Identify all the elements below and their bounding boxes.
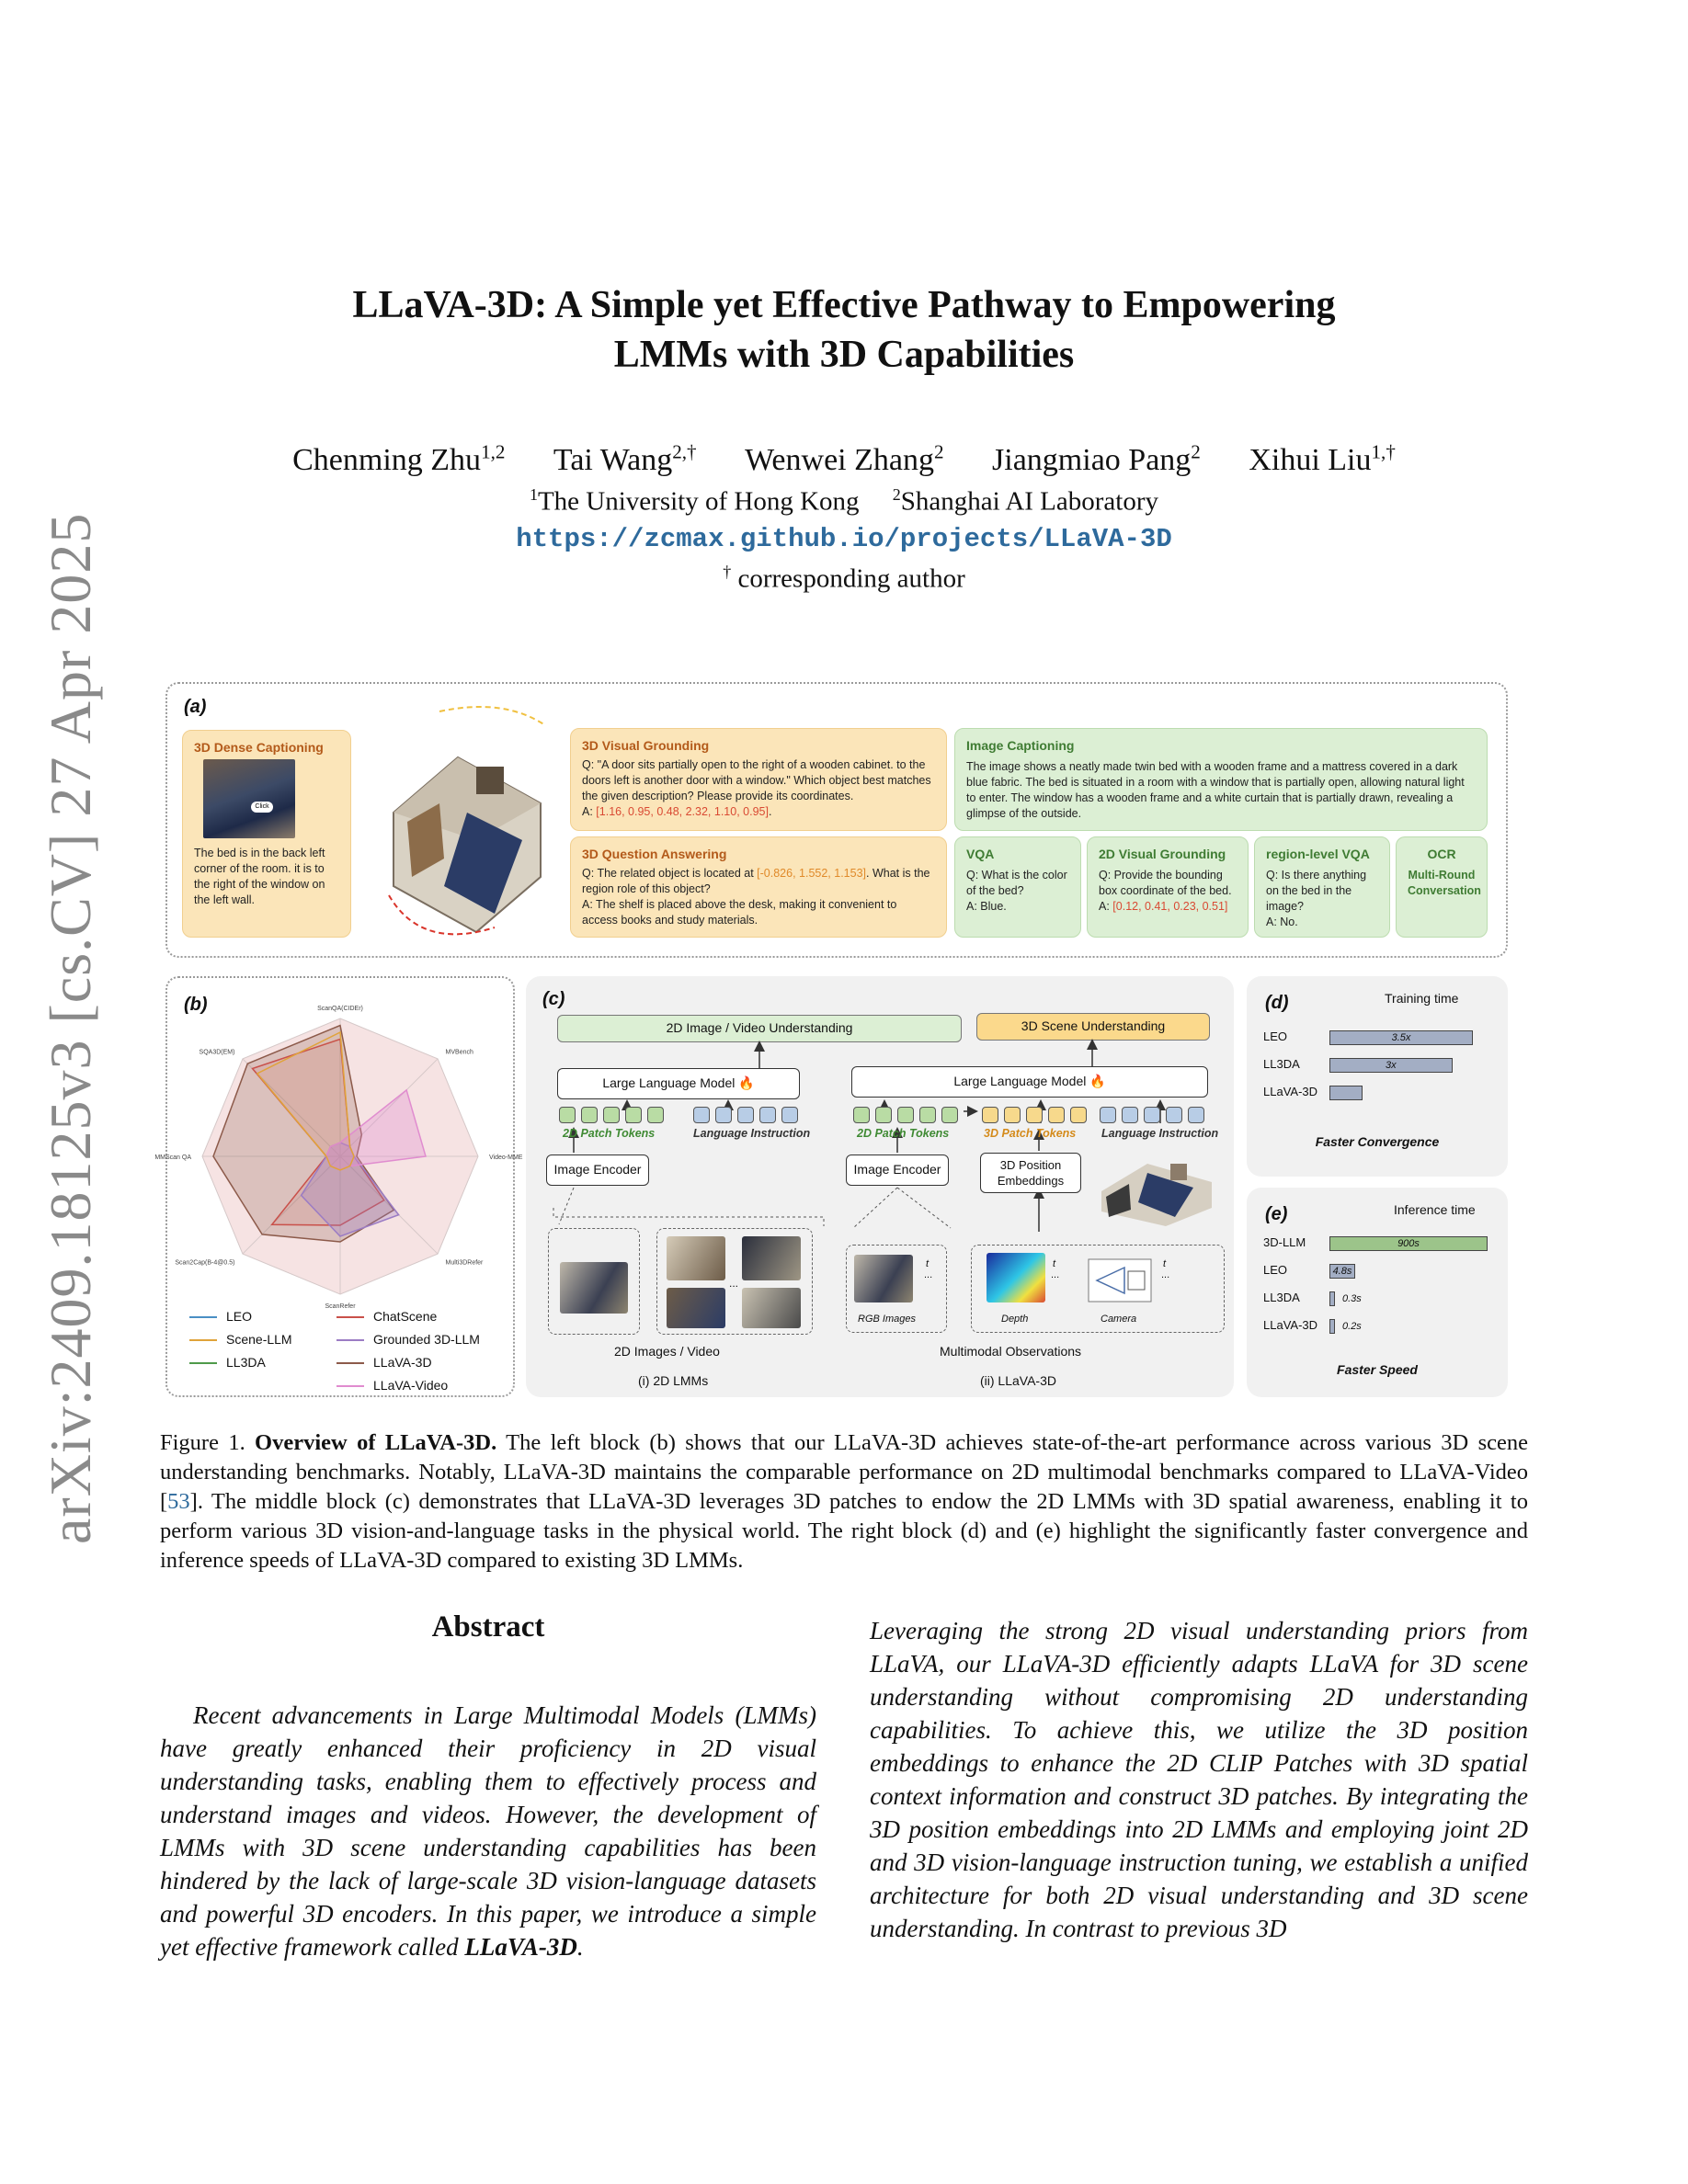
radar-axis-label: MMScan QA: [154, 1155, 191, 1161]
legend-swatch: [189, 1362, 217, 1364]
language-token: [759, 1107, 776, 1123]
2d-patch-token: [853, 1107, 870, 1123]
radar-axis-label: ScanQA(CIDEr): [317, 1006, 363, 1012]
figure-panel-a: [165, 682, 1508, 958]
bar: [1329, 1291, 1335, 1306]
arxiv-identifier: arXiv:2409.18125v3 [cs.CV] 27 Apr 2025: [38, 512, 103, 1544]
bar-category-label: LLaVA-3D: [1263, 1085, 1318, 1098]
legend-swatch: [336, 1316, 364, 1318]
llm-box-2d: Large Language Model 🔥: [557, 1068, 800, 1099]
legend-label: LL3DA: [226, 1355, 266, 1370]
figure-panel-d: [1247, 976, 1508, 1177]
3d-patch-tokens-label: 3D Patch Tokens: [984, 1127, 1077, 1140]
legend-item: [336, 1351, 511, 1374]
2d-understanding-box: 2D Image / Video Understanding: [557, 1015, 962, 1042]
language-token: [1144, 1107, 1160, 1123]
legend-swatch: [189, 1339, 217, 1341]
radar-axis-label: ScanRefer: [325, 1303, 356, 1310]
legend-item: [336, 1374, 511, 1397]
bar-value-label: 3.5x: [1391, 1032, 1411, 1043]
2d-patch-tokens-label: 2D Patch Tokens: [563, 1127, 656, 1140]
2d-patch-token: [559, 1107, 576, 1123]
3d-understanding-box: 3D Scene Understanding: [976, 1013, 1210, 1041]
input-2d-label: 2D Images / Video: [614, 1344, 720, 1359]
author: Wenwei Zhang$^2$: [745, 441, 944, 478]
title-line-1: LLaVA-3D: A Simple yet Effective Pathway to Empowering: [352, 284, 1336, 326]
2d-patch-token: [919, 1107, 936, 1123]
sub-label-2d-lmms: (i) 2D LMMs: [638, 1373, 709, 1388]
radar-axis-label: Video-MME: [489, 1155, 523, 1161]
legend-item: [189, 1305, 327, 1328]
affiliation-2: Shanghai AI Laboratory: [900, 486, 1159, 517]
paper-title: [138, 280, 1550, 380]
abstract-left-column: Recent advancements in Large Multimodal Models (LMMs) have greatly enhanced their proficiency in 2D visual understanding tasks, enabling them to effectively process and understand images and videos. However, the development of LMMs with 3D scene understanding capabilities has been hindered by the lack of large-scale 3D vision-language datasets and powerful 3D encoders. In this paper, we introduce a simple yet effective framework called LLaVA-3D.: [160, 1701, 816, 1961]
image-encoder-box-3d: Image Encoder: [846, 1155, 949, 1186]
dense-captioning-box: 3D Dense Captioning Click The bed is in the back left corner of the room. it is to the right of the window on the left wall.: [182, 730, 351, 938]
image-encoder-box-2d: Image Encoder: [546, 1155, 649, 1186]
legend-label: Grounded 3D-LLM: [373, 1332, 480, 1347]
panel-title: Inference time: [1394, 1202, 1476, 1217]
bar-value-label: 900s: [1397, 1238, 1420, 1249]
position-embeddings-box: 3D Position Embeddings: [980, 1153, 1081, 1193]
legend-item: [336, 1305, 511, 1328]
bar-value-label: 0.2s: [1342, 1321, 1362, 1332]
bar-category-label: LEO: [1263, 1263, 1288, 1277]
panel-label: (a): [184, 697, 207, 717]
panel-label: (c): [542, 989, 565, 1009]
llm-box-3d: Large Language Model 🔥: [851, 1066, 1208, 1098]
legend-label: Scene-LLM: [226, 1332, 292, 1347]
3d-patch-token: [1070, 1107, 1087, 1123]
bar-category-label: LL3DA: [1263, 1291, 1300, 1304]
figure-caption: Figure 1. Overview of LLaVA-3D. The left block (b) shows that our LLaVA-3D achieves state-of-the-art performance across various 3D scene understanding benchmarks. Notably, LLaVA-3D maintains the comparable performance on 2D multimodal benchmarks compared to LLaVA-Video [53]. The middle block (c) demonstrates that LLaVA-3D leverages 3D patches to endow the 2D LMMs with 3D spatial awareness, enabling it to perform various 3D vision-and-language tasks in the physical world. The right block (d) and (e) highlight the significantly faster convergence and inference speeds of LLaVA-3D compared to existing 3D LMMs.: [160, 1430, 1528, 1573]
abstract-heading: Abstract: [431, 1610, 545, 1644]
2d-patch-token: [603, 1107, 620, 1123]
image-captioning-box: Image Captioning The image shows a neatly made twin bed with a wooden frame and a mattress covered in a dark blue fabric. The bed is situated in a room with a window that is partially open, allowing natural light to enter. The window has a wooden frame and a white curtain that is partially drawn, revealing a glimpse of the outside.: [954, 728, 1488, 831]
3d-patch-token: [1004, 1107, 1021, 1123]
author: Jiangmiao Pang$^2$: [992, 441, 1201, 478]
language-token: [715, 1107, 732, 1123]
time-label: t: [926, 1258, 930, 1269]
rgb-frames-group: t ... RGB Images: [846, 1245, 947, 1333]
legend-item: [189, 1351, 327, 1374]
figure-panel-e: [1247, 1188, 1508, 1397]
radar-axis-label: Multi3DRefer: [445, 1259, 484, 1267]
affiliations: $^1$The University of Hong Kong $^2$Shanghai AI Laboratory: [529, 485, 1159, 517]
radar-axis-label: MVBench: [445, 1049, 473, 1056]
fire-icon: 🔥: [738, 1075, 755, 1090]
fire-icon: 🔥: [1089, 1074, 1106, 1088]
bar-value-label: 4.8s: [1332, 1266, 1352, 1277]
panel-label: (e): [1265, 1204, 1288, 1224]
radar-axis-label: SQA3D(EM): [199, 1049, 235, 1056]
2d-patch-token: [941, 1107, 958, 1123]
legend-item: [189, 1328, 327, 1351]
language-token: [1100, 1107, 1116, 1123]
legend-swatch: [336, 1362, 364, 1364]
sub-label-llava3d: (ii) LLaVA-3D: [980, 1373, 1056, 1388]
2d-patch-token: [875, 1107, 892, 1123]
2d-frames-group-1: [548, 1228, 640, 1335]
region-vqa-box: region-level VQA Q: Is there anything on the bed in the image? A: No.: [1254, 836, 1390, 938]
depth-label: Depth: [1001, 1314, 1029, 1325]
language-token: [781, 1107, 798, 1123]
language-token: [1188, 1107, 1204, 1123]
bar-value-label: 3x: [1386, 1060, 1397, 1071]
language-instruction-label: Language Instruction: [693, 1127, 811, 1140]
bar-category-label: LL3DA: [1263, 1057, 1300, 1071]
rgb-label: RGB Images: [858, 1314, 916, 1325]
author-list: [138, 441, 1550, 478]
camera-icon: [1088, 1258, 1152, 1302]
language-token: [1166, 1107, 1182, 1123]
figure-panel-b: [154, 976, 523, 1397]
click-icon: Click: [251, 802, 273, 813]
2d-grounding-box: 2D Visual Grounding Q: Provide the bounding box coordinate of the bed. A: [0.12, 0.41, 0.23, 0.51]: [1087, 836, 1249, 938]
corresponding-author-note: † corresponding author: [723, 563, 965, 594]
panel-footer: Faster Convergence: [1315, 1134, 1440, 1149]
legend-label: LLaVA-3D: [373, 1355, 432, 1370]
input-mm-label: Multimodal Observations: [940, 1344, 1082, 1359]
legend-label: LEO: [226, 1309, 253, 1324]
3d-patch-token: [982, 1107, 998, 1123]
camera-label: Camera: [1101, 1314, 1137, 1325]
project-url-link[interactable]: https://zcmax.github.io/projects/LLaVA-3D: [516, 524, 1172, 554]
2d-patch-token: [581, 1107, 598, 1123]
legend-label: LLaVA-Video: [373, 1378, 449, 1393]
language-instruction-label: Language Instruction: [1101, 1127, 1219, 1140]
legend-swatch: [336, 1385, 364, 1387]
visual-grounding-box: 3D Visual Grounding Q: "A door sits partially open to the right of a wooden cabinet. to the doors left is another door with a window." Which object best matches the given description? Please provide its coordinates. A: [1.16, 0.95, 0.48, 2.32, 1.10, 0.95].: [570, 728, 947, 831]
bar: [1329, 1319, 1335, 1334]
point-cloud-render: [1092, 1136, 1221, 1228]
figure-panel-c: [526, 976, 1234, 1397]
author: Chenming Zhu$^{1,2}$: [292, 441, 506, 478]
legend-label: ChatScene: [373, 1309, 438, 1324]
language-token: [1122, 1107, 1138, 1123]
legend-swatch: [189, 1316, 217, 1318]
title-line-2: LMMs with 3D Capabilities: [613, 334, 1075, 376]
depth-camera-group: t ... Depth t ... Camera: [971, 1245, 1225, 1333]
2d-patch-tokens-label: 2D Patch Tokens: [857, 1127, 950, 1140]
legend-swatch: [336, 1339, 364, 1341]
abstract-right-column: Leveraging the strong 2D visual understanding priors from LLaVA, our LLaVA-3D efficiently adapts LLaVA for 3D scene understanding without compromising 2D understanding capabilities. To achieve this, we utilize the 3D position embeddings to enhance the 2D CLIP Patches with 3D spatial context information and construct 3D patches. By integrating the 3D position embeddings into 2D LMMs and employing joint 2D and 3D vision-language instruction tuning, we establish a unified architecture for both 2D visual understanding and 3D scene understanding. In contrast to previous 3D: [870, 1617, 1528, 1942]
3d-patch-token: [1048, 1107, 1065, 1123]
citation-link[interactable]: 53: [167, 1489, 190, 1514]
bar-category-label: LLaVA-3D: [1263, 1318, 1318, 1332]
2d-patch-token: [625, 1107, 642, 1123]
2d-patch-token: [647, 1107, 664, 1123]
panel-label: (b): [184, 995, 208, 1015]
ocr-box: OCR Multi-Round Conversation: [1396, 836, 1488, 938]
2d-frames-group-2: ...: [656, 1228, 813, 1335]
radar-axis-label: Scan2Cap(B-4@0.5): [175, 1259, 235, 1267]
affiliation-1: The University of Hong Kong: [537, 486, 860, 517]
author: Tai Wang$^{2,\dagger}$: [553, 441, 697, 478]
bar-category-label: 3D-LLM: [1263, 1235, 1306, 1249]
legend-item: [336, 1328, 511, 1351]
3d-scene-render: [357, 702, 550, 950]
question-answering-box: 3D Question Answering Q: The related object is located at [-0.826, 1.552, 1.153]. What is the region role of this object? A: The shelf is placed above the desk, making it convenient to access books and study materials.: [570, 836, 947, 938]
bar-category-label: LEO: [1263, 1029, 1288, 1043]
vqa-box: VQA Q: What is the color of the bed? A: Blue.: [954, 836, 1081, 938]
bedroom-thumbnail: [203, 759, 295, 838]
author: Xihui Liu$^{1,\dagger}$: [1249, 441, 1396, 478]
language-token: [693, 1107, 710, 1123]
language-token: [737, 1107, 754, 1123]
bar-value-label: 0.3s: [1342, 1293, 1362, 1304]
panel-title: Training time: [1385, 991, 1459, 1006]
depth-map: [987, 1253, 1045, 1302]
bar: [1329, 1086, 1363, 1100]
2d-patch-token: [897, 1107, 914, 1123]
panel-footer: Faster Speed: [1337, 1362, 1418, 1377]
3d-patch-token: [1026, 1107, 1043, 1123]
panel-label: (d): [1265, 993, 1289, 1013]
